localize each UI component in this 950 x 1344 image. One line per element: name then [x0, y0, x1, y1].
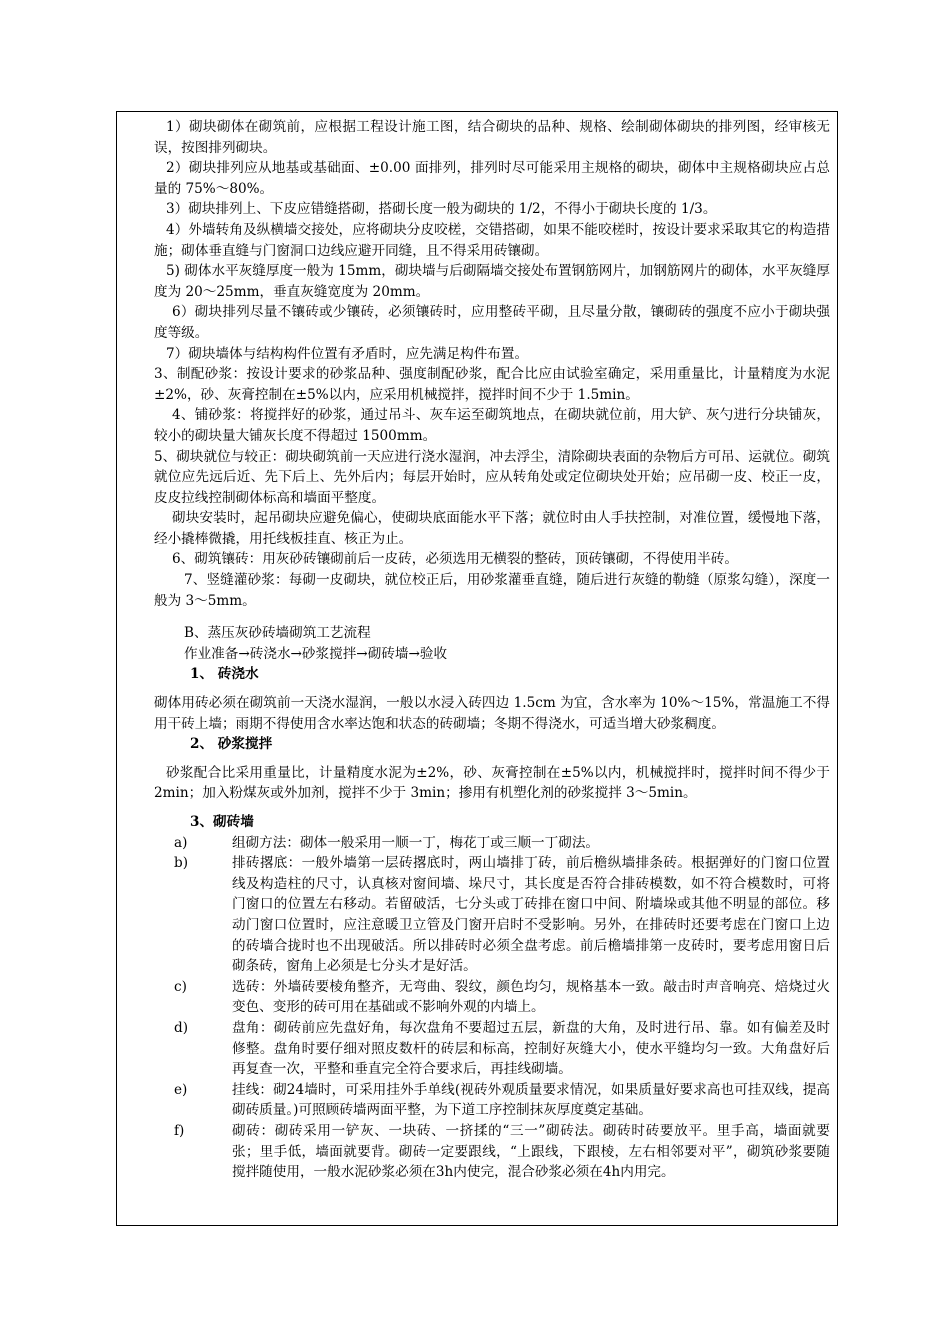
list-marker: d)	[174, 1019, 189, 1036]
list-marker: b)	[174, 855, 189, 872]
list-item	[154, 1080, 830, 1121]
list-marker: f)	[174, 1122, 185, 1139]
paragraph-a4: 4）外墙转角及纵横墙交接处，应将砌块分皮咬槎，交错搭砌，如果不能咬槎时，按设计要求采取其它的构造措施；砌体垂直缝与门窗洞口边线应避开同缝，且不得采用砖镶砌。	[154, 221, 830, 259]
list-marker: a)	[174, 834, 188, 851]
list-item	[154, 1121, 830, 1183]
heading-brick-wall: 3、砌砖墙	[190, 814, 254, 830]
paragraph-block-placement: 5、砌块就位与较正：砌块砌筑前一天应进行浇水湿润，冲去浮尘，清除砌块表面的杂物后方可吊、运就位。砌筑就位应先远后近、先下后上、先外后内；每层开始时，应从转角处或定位砌块处开始；应吊砌一皮、校正一皮，皮皮拉线控制砌体标高和墙面平整度。	[154, 448, 830, 506]
section-b-title: B、蒸压灰砂砖墙砌筑工艺流程	[184, 625, 371, 642]
paragraph-brick-watering: 砌体用砖必须在砌筑前一天浇水湿润，一般以水浸入砖四边 1.5cm 为宜，含水率为 10%～15%，常温施工不得用干砖上墙；雨期不得使用含水率达饱和状态的砖砌墙；冬期不得浇水，可适当增大砂浆稠度。	[154, 695, 830, 732]
list-marker: c)	[174, 978, 187, 995]
paragraph-brick-inlay: 6、砌筑镶砖：用灰砂砖镶砌前后一皮砖，必须选用无横裂的整砖，顶砖镶砌，不得使用半砖。	[172, 551, 738, 568]
list-text: 组砌方法：砌体一般采用一顺一丁，梅花丁或三顺一丁砌法。	[232, 834, 600, 851]
list-item	[154, 833, 830, 854]
paragraph-a1: 1）砌块砌体在砌筑前，应根据工程设计施工图，结合砌块的品种、规格、绘制砌体砌块的排列图，经审核无误，按图排列砌块。	[154, 119, 830, 156]
list-text: 挂线：砌24墙时，可采用挂外手单线(视砖外观质量要求情况，如果质量好要求高也可挂双线，提高砌砖质量。)可照顾砖墙两面平整，为下道工序控制抹灰厚度奠定基础。	[232, 1081, 830, 1119]
paragraph-a7: 7）砌块墙体与结构构件位置有矛盾时，应先满足构件布置。	[166, 345, 529, 362]
paragraph-a2: 2）砌块排列应从地基或基础面、±0.00 面排列，排列时尽可能采用主规格的砌块，砌体中主规格砌块应占总量的 75%～80%。	[154, 160, 830, 197]
list-text: 盘角：砌砖前应先盘好角，每次盘角不要超过五层，新盘的大角，及时进行吊、靠。如有偏差及时修整。盘角时要仔细对照皮数杆的砖层和标高，控制好灰缝大小，使水平缝均匀一致。大角盘好后再复查一次，平整和垂直完全符合要求后，再挂线砌墙。	[232, 1019, 830, 1078]
list-item	[154, 853, 830, 977]
list-text: 选砖：外墙砖要棱角整齐，无弯曲、裂纹，颜色均匀，规格基本一致。敲击时声音响亮、焙烧过火变色、变形的砖可用在基础或不影响外观的内墙上。	[232, 978, 830, 1016]
list-item	[154, 977, 830, 1018]
list-marker: e)	[174, 1081, 188, 1098]
paragraph-a6: 6）砌块排列尽量不镶砖或少镶砖，必须镶砖时，应用整砖平砌，且尽量分散，镶砌砖的强度不应小于砌块强度等级。	[154, 304, 830, 341]
heading-brick-watering: 1、 砖浇水	[190, 666, 259, 683]
paragraph-a5: 5) 砌体水平灰缝厚度一般为 15mm，砌块墙与后砌隔墙交接处布置钢筋网片，加钢筋网片的砌体，水平灰缝厚度为 20～25mm，垂直灰缝宽度为 20mm。	[154, 263, 830, 300]
heading-mortar-mixing: 2、 砂浆搅拌	[190, 736, 273, 753]
paragraph-block-install: 砌块安装时，起吊砌块应避免偏心，使砌块底面能水平下落；就位时由人手扶控制，对准位置，缓慢地下落，经小撬棒微撬，用托线板挂直、核正为止。	[154, 510, 830, 547]
paragraph-mortar-spread: 4、铺砂浆：将搅拌好的砂浆，通过吊斗、灰车运至砌筑地点，在砌块就位前，用大铲、灰勺进行分块铺灰，较小的砌块量大铺灰长度不得超过 1500mm。	[154, 407, 830, 444]
list-text: 砌砖：砌砖采用一铲灰、一块砖、一挤揉的“三一”砌砖法。砌砖时砖要放平。里手高，墙面就要张；里手低，墙面就要背。砌砖一定要跟线，“上跟线，下跟棱，左右相邻要对平”，砌筑砂浆要随搅拌随使用，一般水泥砂浆必须在3h内使完，混合砂浆必须在4h内用完。	[232, 1122, 830, 1181]
brick-wall-steps	[154, 833, 830, 1183]
document-body	[154, 117, 830, 1183]
paragraph-a3: 3）砌块排列上、下皮应错缝搭砌，搭砌长度一般为砌块的 1/2，不得小于砌块长度的 1/3。	[166, 201, 717, 218]
list-item	[154, 1018, 830, 1080]
list-text: 排砖撂底：一般外墙第一层砖撂底时，两山墙排丁砖，前后檐纵墙排条砖。根据弹好的门窗口位置线及构造柱的尺寸，认真核对窗间墙、垛尺寸，其长度是否符合排砖模数，如不符合模数时，可将门窗口的位置左右移动。若留破活，七分头或丁砖排在窗口中间、附墙垛或其他不明显的部位。移动门窗口位置时，应注意暖卫立管及门窗开启时不受影响。另外，在排砖时还要考虑在门窗口上边的砖墙合拢时也不出现破活。所以排砖时必须全盘考虑。前后檐墙排第一皮砖时，要考虑用窗日后砌条砖，窗角上必须是七分头才是好活。	[232, 855, 830, 975]
paragraph-mortar-mix: 3、制配砂浆：按设计要求的砂浆品种、强度制配砂浆，配合比应由试验室确定，采用重量比，计量精度为水泥±2%，砂、灰膏控制在±5%以内，应采用机械搅拌，搅拌时间不少于 1.5min。	[154, 366, 830, 403]
process-flow: 作业准备→砖浇水→砂浆搅拌→砌砖墙→验收	[184, 645, 448, 662]
paragraph-vertical-joint: 7、竖缝灌砂浆：每砌一皮砌块，就位校正后，用砂浆灌垂直缝，随后进行灰缝的勒缝（原浆勾缝），深度一般为 3～5mm。	[154, 572, 830, 609]
paragraph-mortar-mixing: 砂浆配合比采用重量比，计量精度水泥为±2%，砂、灰膏控制在±5%以内，机械搅拌时，搅拌时间不得少于 2min；加入粉煤灰或外加剂，搅拌不少于 3min；掺用有机塑化剂的砂浆搅拌 3～5min。	[154, 764, 830, 802]
